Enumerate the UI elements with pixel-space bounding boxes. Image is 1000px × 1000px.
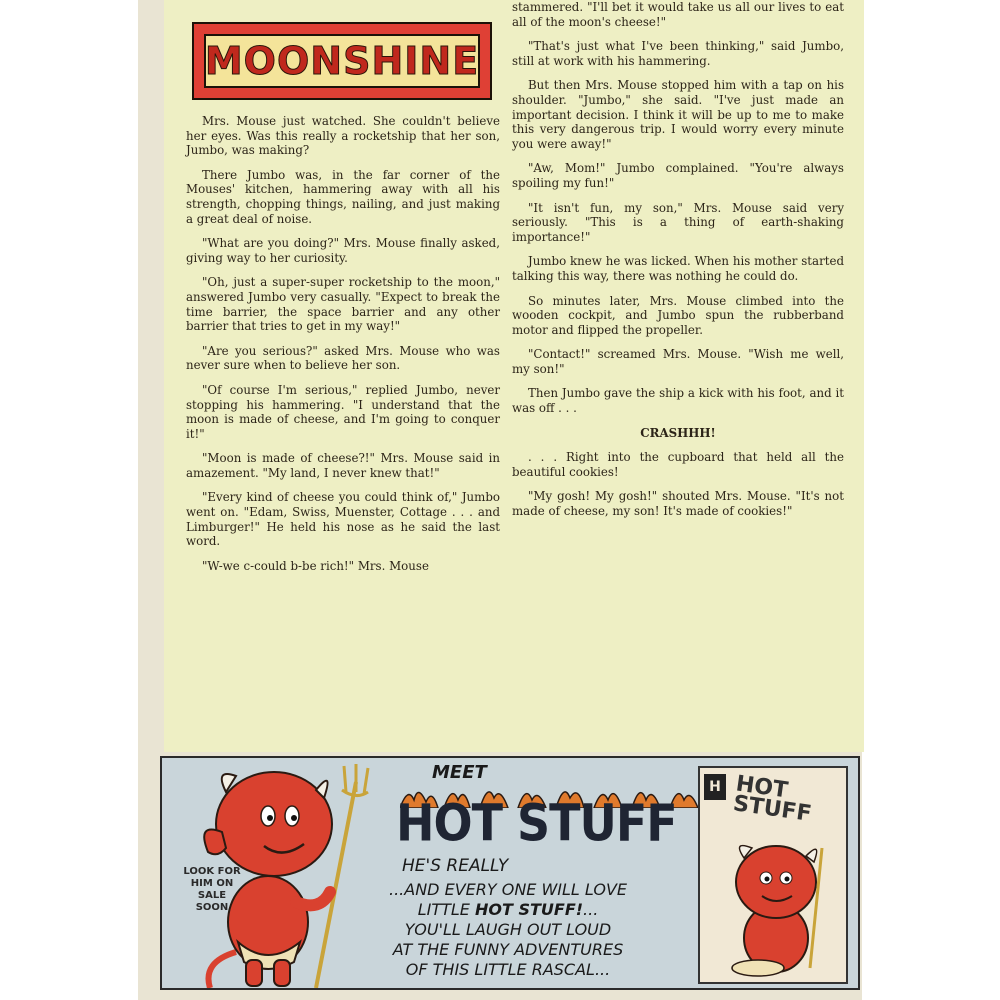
story-paragraph: . . . Right into the cupboard that held all the beautiful cookies! — [512, 450, 844, 479]
ad-blurb-line: LITTLE HOT STUFF!... — [417, 900, 599, 919]
ad-blurb-line: YOU'LL LAUGH OUT LOUD — [404, 920, 612, 939]
hot-stuff-advertisement — [160, 756, 860, 990]
story-paragraph: "Aw, Mom!" Jumbo complained. "You're always spoiling my fun!" — [512, 161, 844, 190]
story-paragraph: "What are you doing?" Mrs. Mouse finally asked, giving way to her curiosity. — [186, 236, 500, 265]
ad-meet-label: MEET — [432, 762, 487, 783]
comic-cover-image — [698, 766, 848, 984]
story-paragraph: There Jumbo was, in the far corner of the Mouses' kitchen, hammering away with all his strength, chopping things, nailing, and just making a great deal of noise. — [186, 167, 500, 226]
story-paragraph: "Contact!" screamed Mrs. Mouse. "Wish me well, my son!" — [512, 347, 844, 376]
story-title: MOONSHINE — [204, 39, 480, 83]
story-paragraph: "That's just what I've been thinking," said Jumbo, still at work with his hammering. — [512, 39, 844, 68]
story-paragraph: stammered. "I'll bet it would take us all our lives to eat all of the moon's cheese!" — [512, 0, 844, 29]
story-paragraph: "Every kind of cheese you could think of," Jumbo went on. "Edam, Swiss, Muenster, Cottage . . . and Limburger!" He held his nose as he said the last word. — [186, 490, 500, 549]
story-column-right — [512, 0, 844, 529]
ad-title: HOT STUFF — [396, 793, 677, 853]
ad-blurb-line: AT THE FUNNY ADVENTURES — [392, 940, 624, 959]
hot-stuff-cover-devil-icon — [718, 838, 834, 978]
story-paragraph: So minutes later, Mrs. Mouse climbed into the wooden cockpit, and Jumbo spun the rubberband motor and flipped the propeller. — [512, 293, 844, 337]
story-title-box — [192, 22, 492, 100]
ad-look-for-him: LOOK FOR HIM ON SALE SOON — [183, 866, 241, 913]
story-paragraph: "Oh, just a super-super rocketship to the moon," answered Jumbo very casually. "Expect to break the time barrier, the space barrier and any other barrier that tries to get in my way!" — [186, 275, 500, 334]
story-paragraph: "My gosh! My gosh!" shouted Mrs. Mouse. "It's not made of cheese, my son! It's made of cookies!" — [512, 489, 844, 519]
story-paragraph: "Of course I'm serious," replied Jumbo, never stopping his hammering. "I understand that the moon is made of cheese, and I'm going to conquer it!" — [186, 382, 500, 441]
story-paragraph: "W-we c-could b-be rich!" Mrs. Mouse — [202, 558, 429, 573]
comic-cover-title: HOT STUFF — [731, 771, 813, 827]
story-paragraph: But then Mrs. Mouse stopped him with a tap on his shoulder. "Jumbo," she said. "I've just made an important decision. I think it will be up to me to make this very dangerous trip. I would worry every minute you were away!" — [512, 78, 844, 151]
ad-blurb-line: ...AND EVERY ONE WILL LOVE — [389, 880, 627, 899]
ad-subtitle: HE'S REALLY — [402, 856, 509, 876]
publisher-logo: H — [704, 774, 726, 800]
story-column-left — [186, 22, 500, 583]
story-sound-effect: CRASHHH! — [640, 425, 716, 440]
ad-blurb-emphasis: HOT STUFF! — [474, 900, 584, 919]
ad-blurb — [338, 880, 678, 980]
story-paragraph: "Moon is made of cheese?!" Mrs. Mouse said in amazement. "My land, I never knew that!" — [186, 451, 500, 480]
story-paragraph: Jumbo knew he was licked. When his mother started talking this way, there was nothing he could do. — [512, 254, 844, 283]
story-paragraph: "It isn't fun, my son," Mrs. Mouse said very seriously. "This is a thing of earth-shaking importance!" — [512, 200, 844, 244]
story-paragraph: "Are you serious?" asked Mrs. Mouse who was never sure when to believe her son. — [186, 343, 500, 373]
story-paragraph: Mrs. Mouse just watched. She couldn't believe her eyes. Was this really a rocketship that her son, Jumbo, was making? — [186, 114, 500, 158]
story-paragraph: Then Jumbo gave the ship a kick with his foot, and it was off . . . — [512, 386, 844, 416]
ad-blurb-line: OF THIS LITTLE RASCAL... — [405, 960, 611, 979]
